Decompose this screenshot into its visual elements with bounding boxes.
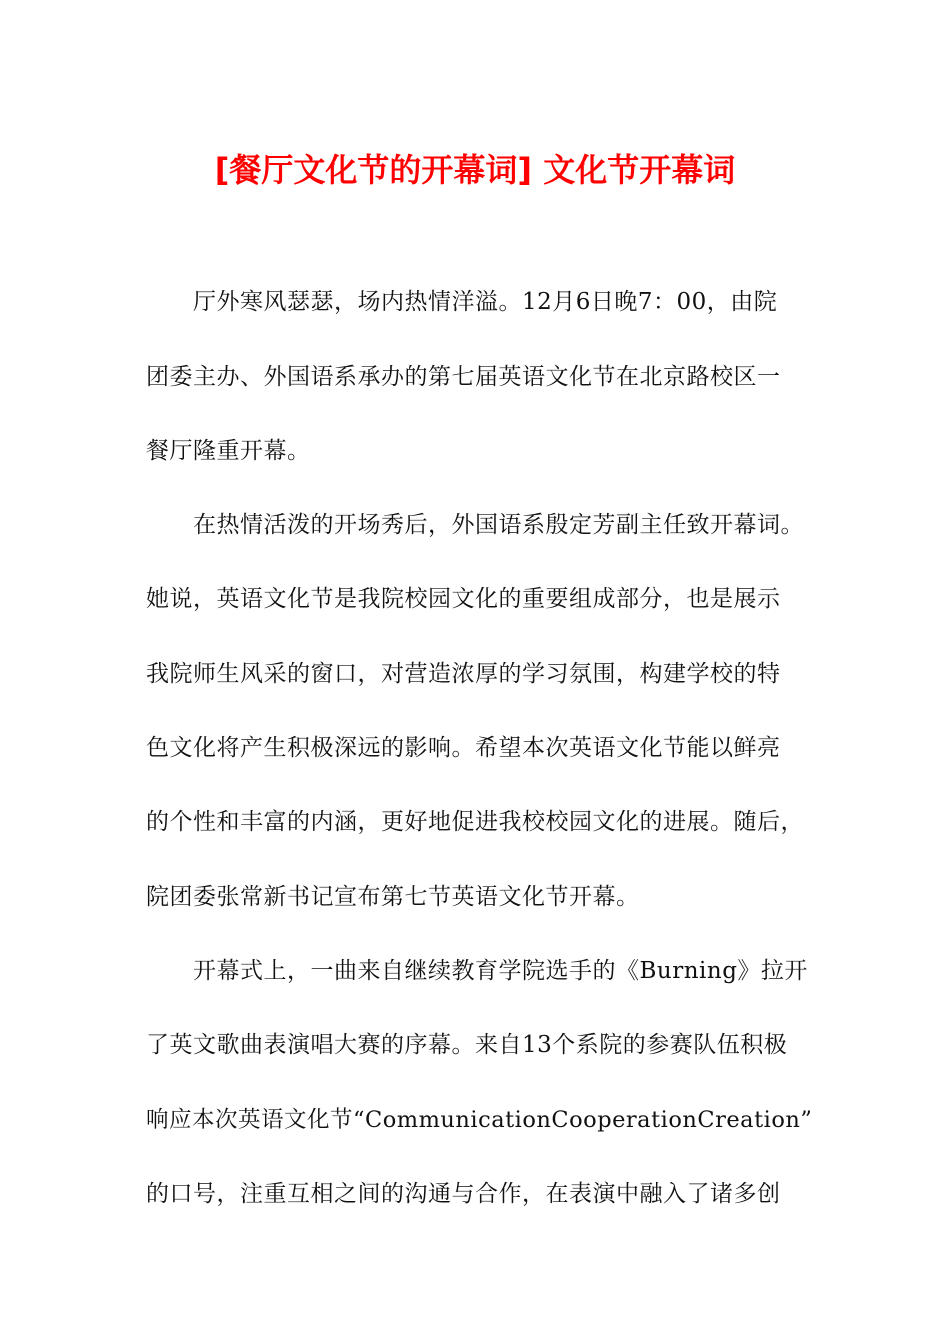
paragraph-1-line-2: 团委主办、外国语系承办的第七届英语文化节在北京路校区一 (146, 364, 781, 390)
paragraph-2-line-4: 色文化将产生积极深远的影响。希望本次英语文化节能以鲜亮 (146, 735, 781, 761)
paragraph-2-line-6: 院团委张常新书记宣布第七节英语文化节开幕。 (146, 884, 640, 910)
paragraph-3-line-1: 开幕式上，一曲来自继续教育学院选手的《Burning》拉开 (193, 958, 808, 984)
paragraph-1-line-3: 餐厅隆重开幕。 (146, 438, 311, 464)
paragraph-3-line-2: 了英文歌曲表演唱大赛的序幕。来自13个系院的参赛队伍积极 (146, 1032, 788, 1058)
paragraph-2-line-3: 我院师生风采的窗口，对营造浓厚的学习氛围，构建学校的特 (146, 661, 781, 687)
paragraph-3-line-4: 的口号，注重互相之间的沟通与合作，在表演中融入了诸多创 (146, 1181, 781, 1207)
paragraph-3-line-3: 响应本次英语文化节“CommunicationCooperationCreation” (146, 1107, 813, 1133)
paragraph-2-line-5: 的个性和丰富的内涵，更好地促进我校校园文化的进展。随后， (146, 809, 804, 835)
paragraph-1-line-1: 厅外寒风瑟瑟，场内热情洋溢。12月6日晚7：00，由院 (193, 289, 778, 315)
paragraph-2-line-1: 在热情活泼的开场秀后，外国语系殷定芳副主任致开幕词。 (193, 512, 804, 538)
document-title: [餐厅文化节的开幕词] 文化节开幕词 (214, 151, 736, 189)
paragraph-2-line-2: 她说，英语文化节是我院校园文化的重要组成部分，也是展示 (146, 586, 781, 612)
